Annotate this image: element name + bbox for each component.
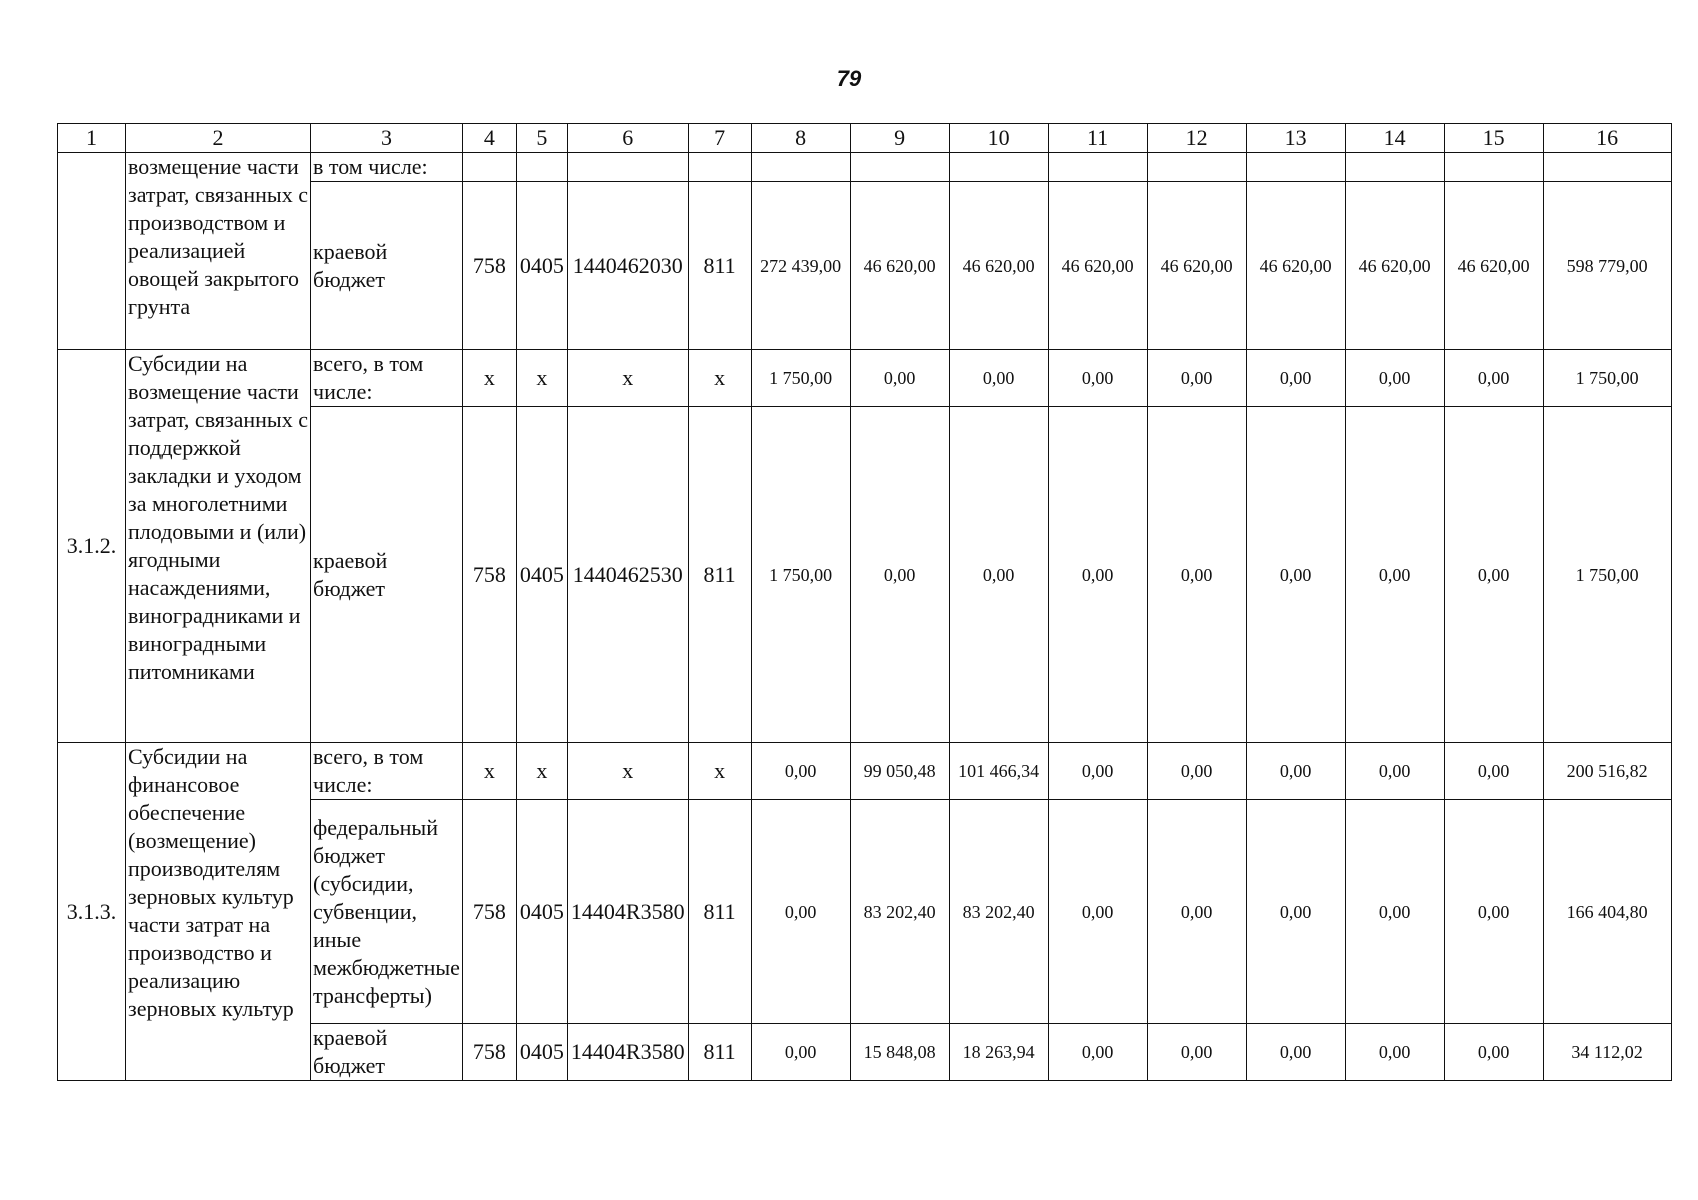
code-cell: 811 bbox=[688, 800, 751, 1024]
value-cell: 0,00 bbox=[1345, 800, 1444, 1024]
header-cell: 10 bbox=[949, 124, 1048, 153]
source-cell: краевой бюджет bbox=[311, 182, 463, 350]
code-cell: x bbox=[688, 350, 751, 407]
source-cell: всего, в том числе: bbox=[311, 350, 463, 407]
value-cell: 0,00 bbox=[1246, 407, 1345, 743]
table-row bbox=[58, 743, 1672, 800]
code-cell: 0405 bbox=[516, 1024, 567, 1081]
empty-cell bbox=[462, 153, 516, 182]
header-row bbox=[58, 124, 1672, 153]
value-cell: 0,00 bbox=[949, 407, 1048, 743]
value-cell: 1 750,00 bbox=[1543, 407, 1671, 743]
value-cell: 101 466,34 bbox=[949, 743, 1048, 800]
header-cell: 14 bbox=[1345, 124, 1444, 153]
value-cell: 0,00 bbox=[751, 1024, 850, 1081]
empty-cell bbox=[1345, 153, 1444, 182]
value-cell: 83 202,40 bbox=[850, 800, 949, 1024]
header-cell: 8 bbox=[751, 124, 850, 153]
value-cell: 83 202,40 bbox=[949, 800, 1048, 1024]
value-cell: 46 620,00 bbox=[1345, 182, 1444, 350]
value-cell: 0,00 bbox=[1246, 350, 1345, 407]
value-cell: 0,00 bbox=[1048, 743, 1147, 800]
source-cell: всего, в том числе: bbox=[311, 743, 463, 800]
value-cell: 99 050,48 bbox=[850, 743, 949, 800]
empty-cell bbox=[567, 153, 688, 182]
row-number-cell: 3.1.2. bbox=[58, 350, 126, 743]
value-cell: 0,00 bbox=[1048, 350, 1147, 407]
header-cell: 1 bbox=[58, 124, 126, 153]
code-cell: x bbox=[567, 743, 688, 800]
header-cell: 15 bbox=[1444, 124, 1543, 153]
header-cell: 2 bbox=[126, 124, 311, 153]
code-cell: 14404R3580 bbox=[567, 1024, 688, 1081]
header-cell: 4 bbox=[462, 124, 516, 153]
value-cell: 0,00 bbox=[850, 350, 949, 407]
value-cell: 0,00 bbox=[1444, 407, 1543, 743]
code-cell: 0405 bbox=[516, 407, 567, 743]
header-cell: 7 bbox=[688, 124, 751, 153]
value-cell: 46 620,00 bbox=[949, 182, 1048, 350]
value-cell: 46 620,00 bbox=[1444, 182, 1543, 350]
table-row bbox=[58, 153, 1672, 182]
value-cell: 272 439,00 bbox=[751, 182, 850, 350]
value-cell: 1 750,00 bbox=[751, 350, 850, 407]
code-cell: 1440462030 bbox=[567, 182, 688, 350]
empty-cell bbox=[850, 153, 949, 182]
empty-cell bbox=[1147, 153, 1246, 182]
empty-cell bbox=[688, 153, 751, 182]
empty-cell bbox=[516, 153, 567, 182]
table-row bbox=[58, 350, 1672, 407]
value-cell: 200 516,82 bbox=[1543, 743, 1671, 800]
value-cell: 0,00 bbox=[1444, 800, 1543, 1024]
code-cell: 1440462530 bbox=[567, 407, 688, 743]
code-cell: 758 bbox=[462, 1024, 516, 1081]
source-cell: федеральный бюджет (субсидии, субвенции, иные межбюджетные трансферты) bbox=[311, 800, 463, 1024]
value-cell: 46 620,00 bbox=[850, 182, 949, 350]
code-cell: 0405 bbox=[516, 182, 567, 350]
value-cell: 0,00 bbox=[1444, 743, 1543, 800]
value-cell: 0,00 bbox=[1147, 407, 1246, 743]
empty-cell bbox=[1246, 153, 1345, 182]
budget-table bbox=[57, 123, 1672, 1081]
code-cell: 758 bbox=[462, 800, 516, 1024]
value-cell: 15 848,08 bbox=[850, 1024, 949, 1081]
source-cell: краевой бюджет bbox=[311, 1024, 463, 1081]
measure-name: возмещение части затрат, связанных с производством и реализацией овощей закрытого грунта bbox=[126, 153, 311, 350]
source-cell: краевой бюджет bbox=[311, 407, 463, 743]
code-cell: 811 bbox=[688, 182, 751, 350]
header-cell: 6 bbox=[567, 124, 688, 153]
value-cell: 0,00 bbox=[751, 743, 850, 800]
code-cell: 0405 bbox=[516, 800, 567, 1024]
measure-name: Субсидии на финансовое обеспечение (возмещение) производителям зерновых культур части затрат на производство и реализацию зерновых культур bbox=[126, 743, 311, 1081]
value-cell: 34 112,02 bbox=[1543, 1024, 1671, 1081]
empty-cell bbox=[1444, 153, 1543, 182]
code-cell: 758 bbox=[462, 407, 516, 743]
value-cell: 598 779,00 bbox=[1543, 182, 1671, 350]
value-cell: 0,00 bbox=[1147, 743, 1246, 800]
code-cell: x bbox=[462, 743, 516, 800]
header-cell: 5 bbox=[516, 124, 567, 153]
value-cell: 0,00 bbox=[1246, 743, 1345, 800]
header-cell: 13 bbox=[1246, 124, 1345, 153]
value-cell: 0,00 bbox=[949, 350, 1048, 407]
value-cell: 0,00 bbox=[1048, 407, 1147, 743]
value-cell: 0,00 bbox=[1048, 800, 1147, 1024]
value-cell: 0,00 bbox=[1345, 1024, 1444, 1081]
value-cell: 18 263,94 bbox=[949, 1024, 1048, 1081]
header-cell: 11 bbox=[1048, 124, 1147, 153]
value-cell: 46 620,00 bbox=[1048, 182, 1147, 350]
value-cell: 166 404,80 bbox=[1543, 800, 1671, 1024]
value-cell: 46 620,00 bbox=[1147, 182, 1246, 350]
value-cell: 46 620,00 bbox=[1246, 182, 1345, 350]
value-cell: 0,00 bbox=[850, 407, 949, 743]
code-cell: x bbox=[462, 350, 516, 407]
source-cell: в том числе: bbox=[311, 153, 463, 182]
value-cell: 1 750,00 bbox=[751, 407, 850, 743]
value-cell: 1 750,00 bbox=[1543, 350, 1671, 407]
code-cell: x bbox=[516, 743, 567, 800]
value-cell: 0,00 bbox=[751, 800, 850, 1024]
value-cell: 0,00 bbox=[1246, 1024, 1345, 1081]
value-cell: 0,00 bbox=[1246, 800, 1345, 1024]
code-cell: 758 bbox=[462, 182, 516, 350]
empty-cell bbox=[949, 153, 1048, 182]
code-cell: x bbox=[688, 743, 751, 800]
empty-cell bbox=[751, 153, 850, 182]
value-cell: 0,00 bbox=[1345, 407, 1444, 743]
row-number-cell bbox=[58, 153, 126, 350]
value-cell: 0,00 bbox=[1147, 1024, 1246, 1081]
page-number: 79 bbox=[836, 66, 862, 91]
code-cell: 811 bbox=[688, 407, 751, 743]
empty-cell bbox=[1048, 153, 1147, 182]
value-cell: 0,00 bbox=[1444, 350, 1543, 407]
code-cell: 811 bbox=[688, 1024, 751, 1081]
value-cell: 0,00 bbox=[1147, 350, 1246, 407]
code-cell: x bbox=[516, 350, 567, 407]
code-cell: x bbox=[567, 350, 688, 407]
row-number-cell: 3.1.3. bbox=[58, 743, 126, 1081]
measure-name: Субсидии на возмещение части затрат, связанных с поддержкой закладки и уходом за многолетними плодовыми и (или) ягодными насаждениями, виноградниками и виноградными питомниками bbox=[126, 350, 311, 743]
header-cell: 12 bbox=[1147, 124, 1246, 153]
value-cell: 0,00 bbox=[1444, 1024, 1543, 1081]
header-cell: 3 bbox=[311, 124, 463, 153]
value-cell: 0,00 bbox=[1048, 1024, 1147, 1081]
header-cell: 9 bbox=[850, 124, 949, 153]
value-cell: 0,00 bbox=[1147, 800, 1246, 1024]
code-cell: 14404R3580 bbox=[567, 800, 688, 1024]
empty-cell bbox=[1543, 153, 1671, 182]
header-cell: 16 bbox=[1543, 124, 1671, 153]
value-cell: 0,00 bbox=[1345, 350, 1444, 407]
value-cell: 0,00 bbox=[1345, 743, 1444, 800]
